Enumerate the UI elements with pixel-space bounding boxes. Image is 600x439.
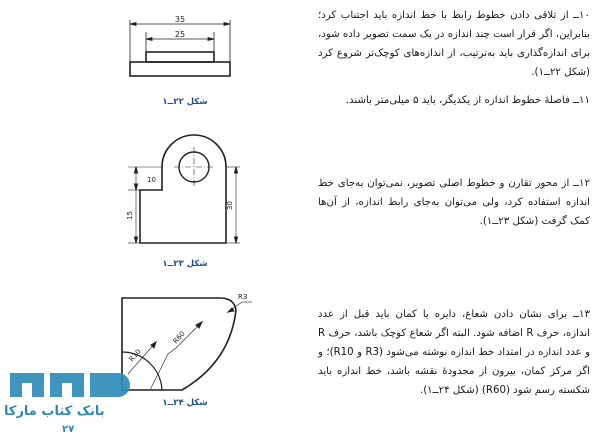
fig24-dim-r10: R10	[127, 347, 143, 364]
figure-22-drawing	[118, 12, 248, 92]
page-number: ۲۷	[62, 424, 75, 435]
paragraph-11: ۱۱ــ فاصلهٔ خطوط اندازه از یکدیگر، باید ۵ میلی‌متر باشند.	[345, 95, 590, 106]
fig24-dim-r60: R60	[171, 329, 187, 346]
fig22-dim-35: 35	[174, 15, 186, 24]
fig23-dim-10: 10	[147, 176, 156, 184]
paragraph-10: ۱۰ــ از تلاقی دادن خطوط رابط با خط اندازه باید اجتناب کرد؛ بنابراین، اگر قرار است چند اندازه در یک سمت تصویر داده شود، برای اندازه‌گذاری باید به‌ترتیب، از اندازه‌های کوچک‌تر شروع کرد (شکل ۲۲ــ۱).	[318, 10, 590, 78]
fig24-dim-r3: R3	[238, 293, 248, 301]
figure-24-drawing	[110, 292, 260, 402]
figure-24-caption: شکل ۲۴ــ۱	[162, 398, 208, 408]
paragraph-12: ۱۲ــ از محور تقارن و خطوط اصلی تصویر، نمی‌توان به‌جای خط اندازه استفاده کرد، ولی می‌توان به‌جای رابط اندازه، از آن‌ها کمک گرفت (شکل ۲۳ــ۱).	[318, 178, 590, 227]
figure-23-caption: شکل ۲۳ــ۱	[162, 259, 208, 269]
brand-name: بانک کتاب مارکا	[4, 404, 105, 419]
fig23-dim-30: 30	[226, 201, 234, 210]
figure-22-caption: شکل ۲۲ــ۱	[162, 97, 208, 107]
fig23-dim-15: 15	[126, 211, 134, 220]
fig22-dim-25: 25	[174, 30, 186, 39]
paragraph-13: ۱۳ــ برای نشان دادن شعاع، دایره یا کمان باید قبل از عدد اندازه، حرف R اضافه شود. البته اگر شعاع کوچک باشد، حرف R و عدد اندازه در امتداد خط اندازه نوشته می‌شود (R3 و R10)؛ و اگر مرکز کمان، بیرون از محدودهٔ نقشه باشد، خط اندازه باید شکسته رسم شود (R60) (شکل ۲۴ــ۱).	[318, 309, 590, 396]
figure-23-drawing	[120, 125, 250, 260]
